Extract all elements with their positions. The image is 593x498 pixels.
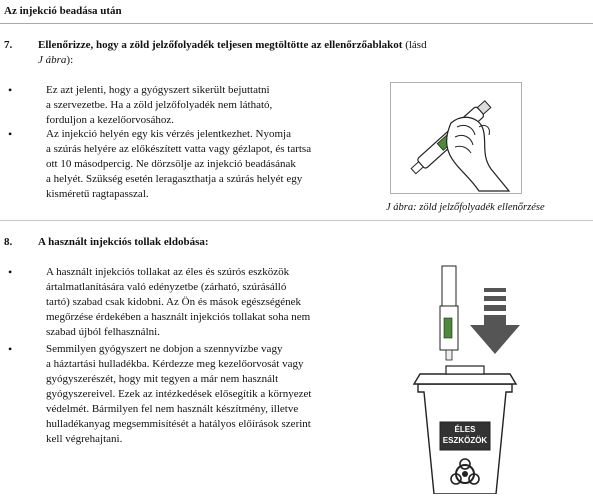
title-divider <box>0 23 593 24</box>
step7-heading-normal: (lásd <box>402 39 427 51</box>
text-line: megőrzése érdekében a használt injekciós tollakat soha nem <box>46 311 311 323</box>
step7-bullet-2 <box>46 127 376 202</box>
step7-heading-ref: J ábra <box>38 54 67 66</box>
step7-bullet-1 <box>46 83 366 128</box>
bullet-symbol: • <box>8 83 13 97</box>
text-line: gyógyszerészét, hogy mit tegyen a már nem használt <box>46 373 279 385</box>
text-line: A használt injekciós tollakat az éles és szúrós eszközök <box>46 266 290 278</box>
step8-bullet-1 <box>46 265 376 340</box>
section-divider <box>0 220 593 221</box>
text-line: Ez azt jelenti, hogy a gyógyszert sikerült bejuttatni <box>46 84 270 96</box>
text-line: tartó) szabad csak kidobni. Az Ön és mások egészségének <box>46 296 302 308</box>
text-line: ott 10 másodpercig. Ne dörzsölje az injekció beadásának <box>46 158 296 170</box>
text-line: forduljon a kezelőorvosához. <box>46 114 174 126</box>
container-label-line1: ÉLES <box>454 425 476 434</box>
step7-heading <box>38 38 588 68</box>
text-line: kell végrehajtani. <box>46 433 123 445</box>
text-line: hulladékanyag megsemmisítését a hatályos előírások szerint <box>46 418 311 430</box>
hand-pen-illustration <box>391 83 521 193</box>
text-line: kisméretű ragtapasszal. <box>46 188 149 200</box>
step7-heading-bold: Ellenőrizze, hogy a zöld jelzőfolyadék teljesen megtöltötte az ellenőrzőablakot <box>38 39 403 51</box>
text-line: Semmilyen gyógyszert ne dobjon a szennyvízbe vagy <box>46 343 283 355</box>
step7-heading-end: ): <box>66 54 74 66</box>
text-line: a háztartási hulladékba. Kérdezze meg kezelőorvosát vagy <box>46 358 304 370</box>
text-line: szabad újból felhasználni. <box>46 326 160 338</box>
container-label-line2: ESZKÖZÖK <box>442 436 488 445</box>
pen-icon <box>440 266 458 360</box>
figure-j-caption: J ábra: zöld jelzőfolyadék ellenőrzése <box>386 202 545 213</box>
text-line: a helyét. Szükség esetén leragaszthatja a szúrás helyét egy <box>46 173 303 185</box>
bullet-symbol: • <box>8 265 13 279</box>
text-line: Az injekció helyén egy kis vérzés jelentkezhet. Nyomja <box>46 128 291 140</box>
figure-j-frame <box>390 82 522 194</box>
text-line: a szervezetbe. Ha a zöld jelzőfolyadék nem látható, <box>46 99 273 111</box>
step8-heading: A használt injekciós tollak eldobása: <box>38 236 209 248</box>
sharps-disposal-illustration <box>400 262 530 494</box>
text-line: a szúrás helyére az előkészített vatta vagy gézlapot, és tartsa <box>46 143 312 155</box>
text-line: ártalmatlanítására való edényzetbe (zárható, szúrásálló <box>46 281 287 293</box>
step8-number: 8. <box>4 236 13 248</box>
section-title: Az injekció beadása után <box>4 5 122 17</box>
bullet-symbol: • <box>8 342 13 356</box>
bullet-symbol: • <box>8 127 13 141</box>
text-line: védelmét. Bármilyen fel nem használt készítmény, illetve <box>46 403 299 415</box>
text-line: gyógyszereivel. Ezek az intézkedések elősegítik a környezet <box>46 388 312 400</box>
step8-bullet-2 <box>46 342 376 447</box>
down-arrow-icon <box>470 288 520 354</box>
step7-number: 7. <box>4 39 13 51</box>
